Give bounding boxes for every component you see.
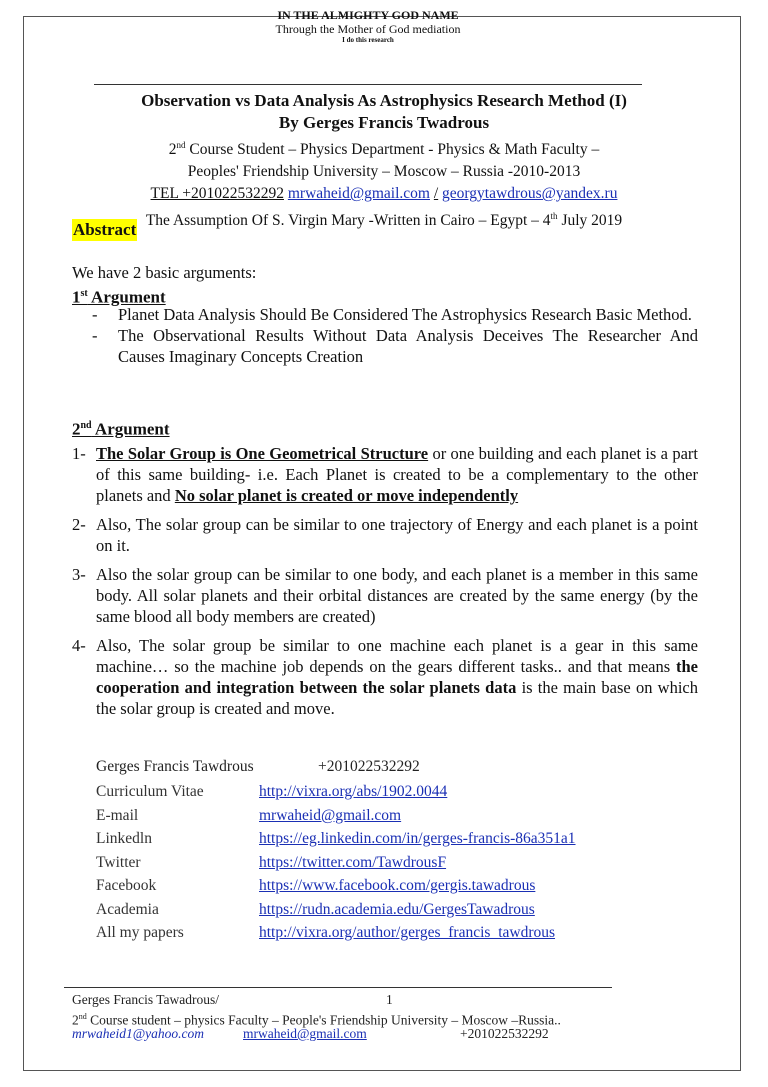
paper-author: By Gerges Francis Twadrous xyxy=(278,113,490,132)
email-link-gmail[interactable]: mrwaheid@gmail.com xyxy=(287,185,430,203)
list-item: 2- Also, The solar group can be similar to one trajectory of Energy and each planet is a point on it. xyxy=(72,515,698,555)
footer-email-gmail[interactable]: mrwaheid@gmail.com xyxy=(243,1026,367,1041)
list-item: 4- Also, The solar group be similar to one machine each planet is a gear in this same machine… so the machine job depends on the gears different tasks.. and that means the cooperation and integration between the solar planets data is the main base on which the solar group is created and move. xyxy=(72,636,698,718)
footer-contact-row xyxy=(72,1025,612,1042)
list-item: - Planet Data Analysis Should Be Considered The Astrophysics Research Basic Method. xyxy=(92,305,692,324)
footer-author-row: Gerges Francis Tawadrous/ 1 xyxy=(72,992,393,1007)
page-footer xyxy=(72,991,612,1042)
argument-2-heading: 2nd Argument xyxy=(72,419,170,439)
twitter-link[interactable]: https://twitter.com/TawdrousF xyxy=(259,853,447,871)
tel-text: TEL +201022532292 xyxy=(150,185,284,203)
assumption-line: The Assumption Of S. Virgin Mary -Written in Cairo – Egypt – 4th July 2019 xyxy=(145,211,623,230)
contact-row: E-mail mrwaheid@gmail.com xyxy=(96,806,576,830)
contact-row: All my papers http://vixra.org/author/gerges_francis_tawdrous xyxy=(96,923,576,947)
all-papers-link[interactable]: http://vixra.org/author/gerges_francis_tawdrous xyxy=(259,924,556,941)
academia-link[interactable]: https://rudn.academia.edu/GergesTawadrous xyxy=(259,900,535,918)
cv-link[interactable]: http://vixra.org/abs/1902.0044 xyxy=(259,783,448,800)
contact-row: Facebook https://www.facebook.com/gergis.tawadrous xyxy=(96,876,576,900)
email-link[interactable]: mrwaheid@gmail.com xyxy=(259,806,402,824)
facebook-link[interactable]: https://www.facebook.com/gergis.tawadrous xyxy=(259,877,536,894)
mediation-line: Through the Mother of God mediation xyxy=(275,22,461,36)
research-note: I do this research xyxy=(342,36,394,44)
list-item: - The Observational Results Without Data Analysis Deceives The Researcher And Causes Imaginary Concepts Creation xyxy=(92,326,698,366)
page-header xyxy=(94,8,642,45)
footer-course-row: 2nd Course student – physics Faculty – People's Friendship University – Moscow –Russia.. xyxy=(72,1012,561,1028)
page-number: 1 xyxy=(386,992,393,1007)
contact-table xyxy=(96,782,576,947)
linkedin-link[interactable]: https://eg.linkedin.com/in/gerges-francis-86a351a1 xyxy=(259,830,576,847)
course-line: 2nd Course Student – Physics Department - Physics & Math Faculty – xyxy=(168,140,600,159)
abstract-heading: Abstract xyxy=(73,220,137,239)
email-link-yandex[interactable]: georgytawdrous@yandex.ru xyxy=(442,185,618,203)
title-block xyxy=(94,90,674,232)
contact-name: Gerges Francis Tawdrous xyxy=(96,758,254,775)
list-item: 1- The Solar Group is One Geometrical Structure or one building and each planet is a part of this same building- i.e. Each Planet is created to be a complementary to the other planets and No solar planet is created or move independently xyxy=(72,444,698,505)
contact-row: Twitter https://twitter.com/TawdrousF xyxy=(96,853,576,877)
contact-row: Linkedln https://eg.linkedin.com/in/gerges-francis-86a351a1 xyxy=(96,829,576,853)
paper-title: Observation vs Data Analysis As Astrophysics Research Method (I) xyxy=(141,91,627,110)
invocation-line: IN THE ALMIGHTY GOD NAME xyxy=(277,8,459,22)
footer-phone: +201022532292 xyxy=(460,1026,549,1041)
argument-1-heading: 1st Argument xyxy=(72,287,166,307)
argument-2-list xyxy=(72,443,698,727)
argument-1-list xyxy=(92,304,698,367)
contact-row: Academia https://rudn.academia.edu/GergesTawadrous xyxy=(96,900,576,924)
contact-phone: +201022532292 xyxy=(318,758,420,775)
footer-email-yahoo[interactable]: mrwaheid1@yahoo.com xyxy=(72,1026,205,1041)
header-divider xyxy=(94,84,642,85)
list-item: 3- Also the solar group can be similar to one body, and each planet is a member in this same body. All solar planets and their orbital distances are created by the same energy (by the same blood all body members are created) xyxy=(72,565,698,626)
abstract-intro: We have 2 basic arguments: xyxy=(72,263,257,282)
contact-line: TEL +201022532292 mrwaheid@gmail.com / georgytawdrous@yandex.ru xyxy=(150,185,618,203)
university-line: Peoples' Friendship University – Moscow – Russia -2010-2013 xyxy=(187,163,581,181)
contact-row: Curriculum Vitae http://vixra.org/abs/1902.0044 xyxy=(96,782,576,806)
footer-divider xyxy=(64,987,612,988)
